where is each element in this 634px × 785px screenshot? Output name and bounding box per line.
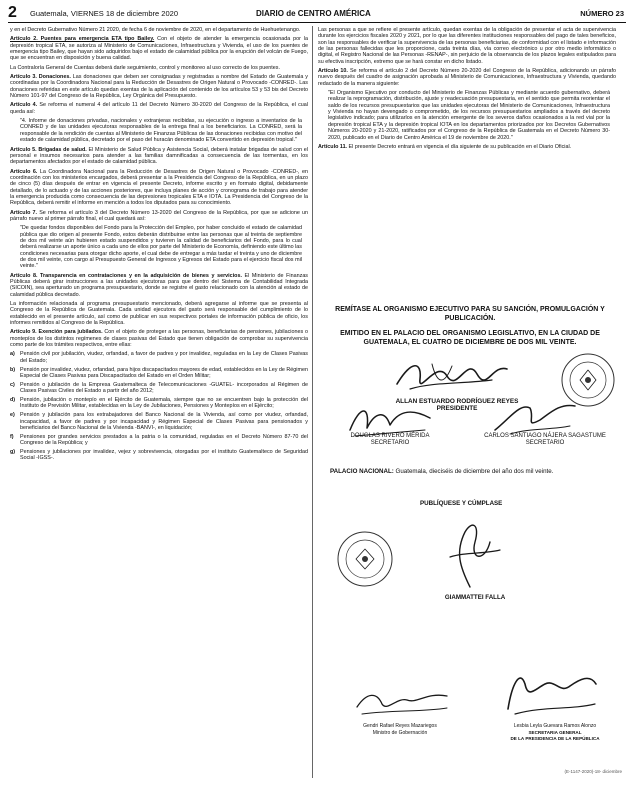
- article-body: El Ministerio de Finanzas Públicas deberá girar instrucciones a las unidades ejecutoras para que dentro del Sistema de Contabilidad Integrada (SICOIN), sea aperturado un programa presupuestario, donde se registre el gasto relacionado con la atención al estado de calamidad pública decretado.: [10, 272, 308, 298]
- minister-name: Gendri Rafael Reyes Mazariegos: [363, 723, 437, 729]
- list-item: [10, 382, 308, 395]
- article-body: El presente Decreto entrará en vigencia el día siguiente de su publicación en el Diario Oficial.: [347, 143, 572, 150]
- article-body: Las donaciones que deben ser consignadas y registradas a nombre del Estado de Guatemala y coordinadas por la Coordinadora Nacional para la Reducción de Desastres de Origen Natural o Provocado -CONRED-. Las donaciones referidas en este artículo quedan exentas de la aplicación del contenido de los artículos 53 y 53 bis del Decreto Número 101-97 del Congreso de la República, Ley Orgánica del Presupuesto.: [10, 74, 308, 100]
- article-body: La Coordinadora Nacional para la Reducción de Desastres de Origen Natural o Provocado -CONRED-, en coordinación con los ministerios encargados, deberá presentar a la Presidencia del Congreso de la República, en un plazo de cinco (5) días después de entrar en vigencia el presente Decreto, informe escrito y en formato digital, debidamente detallado, de lo actuado y de las acciones posteriores, que incluya planes de acción y cronograma de trabajo para atender la emergencia producida como consecuencia de las depresiones tropicales ETA e IOTA. La Presidencia del Congreso de la República, deberá remitir el informe en mención a todos los diputados para su conocimiento.: [10, 168, 308, 207]
- list-text: Pensiones por grandes servicios prestados a la patria o la comunidad, reguladas en el Decreto Número 87-70 del Congreso de la República; y: [20, 433, 308, 447]
- article-6: [10, 169, 308, 207]
- paragraph: y en el Decreto Gubernativo Número 21 2020, de fecha 6 de noviembre de 2020, en el departamento de Huehuetenango.: [10, 27, 301, 33]
- article-5: [10, 147, 308, 166]
- list-letter: e): [10, 412, 15, 419]
- secgen-title-1: SECRETARIA GENERAL: [528, 730, 582, 735]
- article-11: [318, 144, 616, 150]
- president-signature: [392, 354, 512, 394]
- article-3: [10, 74, 308, 99]
- list-text: Pensión, jubilación o montepío en el Ejército de Guatemala, siempre que no se encuentren bajo la protección del Instituto de Previsión Militar, establecidas en la Ley de Jubilaciones, Pensiones y Montepíos en el Ejército;: [20, 397, 308, 410]
- article-heading: Artículo 6.: [10, 168, 38, 175]
- article-heading: Artículo 9. Exención para jubilados.: [10, 329, 103, 336]
- newspaper-title: DIARIO de CENTRO AMÉRICA: [256, 9, 371, 18]
- article-heading: Artículo 10.: [318, 68, 348, 75]
- article-body: Se reforma el artículo 2 del Decreto Número 20-2020 del Congreso de la República, adicionando un párrafo nuevo después del cuadro de asignación aprobada al Ministerio de Comunicaciones, Infraestructura y Vivienda, quedando redactado de la manera siguiente:: [318, 68, 616, 87]
- article-10: [318, 68, 616, 87]
- column-divider: [312, 26, 313, 778]
- paragraph: La Contraloría General de Cuentas deberá darle seguimiento, control y monitoreo al uso correcto de los puentes.: [10, 64, 280, 71]
- quote: "De quedar fondos disponibles del Fondo para la Protección del Empleo, por haber concluido el estado de calamidad pública que dio origen al presente Fondo, estos deberán distribuirse entre las personas que al treinta de septiembre de dos mil veinte aún hubieren estado suspendidos y tuvieren la calidad de beneficiarios del Fondo, para lo cual deberá realizarse un aporte único a cada uno de ellos por parte del Ministerio de Economía, definiendo este último las condiciones necesarias para otorgar dicho aporte, el cual debe de entregar a más tardar el treinta y uno de diciembre de dos mil veinte, con cargo al Presupuesto General de Ingresos y Egresos del Estado para el ejercicio fiscal dos mil veinte.": [20, 225, 302, 270]
- article-body: El Ministerio de Salud Pública y Asistencia Social, deberá instalar brigadas de salud con el personal e insumos necesarios para atender a las familias damnificadas a consecuencia de las tormentas, en los departamentos afectados por el estado de calamidad pública.: [10, 146, 308, 166]
- article-heading: Artículo 4.: [10, 102, 38, 109]
- secgen-title-2: DE LA PRESIDENCIA DE LA REPÚBLICA: [510, 736, 600, 741]
- article-heading: Artículo 5. Brigadas de salud.: [10, 146, 87, 153]
- page-number: 2: [8, 4, 17, 21]
- article-7: [10, 210, 308, 223]
- list-item: [10, 434, 308, 447]
- president-title: PRESIDENTE: [436, 405, 478, 412]
- article-body: Se reforma el artículo 3 del Decreto Número 13-2020 del Congreso de la República, por que se adicione un párrafo nuevo al primer párrafo final, el cual quedará así:: [10, 209, 308, 222]
- right-column: [318, 27, 616, 382]
- palacio-label: PALACIO NACIONAL:: [330, 468, 394, 475]
- list-letter: a): [10, 351, 15, 358]
- header-date: Guatemala, VIERNES 18 de diciembre 2020: [30, 9, 178, 18]
- article-heading: Artículo 8. Transparencia en contrataciones y en la adquisición de bienes y servicios.: [10, 272, 242, 279]
- secretary2-title: SECRETARIO: [525, 440, 565, 446]
- article-2: [10, 36, 308, 61]
- secretary2-signature: [490, 398, 580, 438]
- list-text: Pensión y jubilación para los extrabajadores del Banco Nacional de la Vivienda, así como por viudez, orfandad, incapacidad, a favor de padres y por incapacidad y Régimen Especial de Clases Pasivas para pensionados y beneficiarios del Banco Nacional de la Vivienda -BANVI-, en liquidación;: [20, 412, 308, 431]
- list-text: Pensión o jubilación de la Empresa Guatemalteca de Telecomunicaciones -GUATEL- incorporados al Régimen de Clases Pasivas Civiles del Estado a partir del año 2012;: [20, 381, 308, 395]
- list-letter: g): [10, 448, 16, 455]
- article-body: Con el objeto de atender la emergencia ocasionada por la depresión tropical ETA, se autoriza al Ministerio de Comunicaciones, Infraestructura y Vivienda, el uso de los puentes de emergencia tipo Bailey, que hayan sido adquiridos bajo el estado de calamidad pública por la erupción del volcán de Fuego, que se encuentran en disposición y buena calidad.: [10, 36, 308, 62]
- president-name: ALLAN ESTUARDO RODRÍGUEZ REYES: [395, 398, 519, 405]
- paragraph: Las personas a que se refiere el presente artículo, quedan exentas de la obligación de presentar el acta de supervivencia durante los ejercicios fiscales 2020 y 2021, por lo que las diferentes instituciones responsables del pago de tales beneficios, son las responsables de verificar la supervivencia de las personas beneficiarias, de conformidad con el listado e información de las personas fallecidas que les proporcione, cada treinta días, vía correo electrónico u por otro medio informático o digital, el Registro Nacional de las Personas -RENAP-, sin perjuicio de la observancia de los plazos legales estipulados para su efectiva inscripción, extremo que se hará constar en dicho listado.: [318, 27, 616, 65]
- list-item: [10, 367, 308, 380]
- article-8: [10, 273, 308, 298]
- list-letter: b): [10, 366, 16, 373]
- president-exec-signature: [430, 512, 510, 592]
- article-heading: Artículo 11.: [318, 143, 348, 150]
- secgen-signature: [500, 664, 600, 720]
- remitase-text: REMÍTASE AL ORGANISMO EJECUTIVO PARA SU SANCIÓN, PROMULGACIÓN Y PUBLICACIÓN.: [335, 306, 605, 322]
- emitido-text: EMITIDO EN EL PALACIO DEL ORGANISMO LEGISLATIVO, EN LA CIUDAD DE GUATEMALA, EL CUATRO DE DICIEMBRE DE DOS MIL VEINTE.: [340, 330, 600, 346]
- list-item: [10, 412, 308, 431]
- publiquese-text: PUBLÍQUESE Y CÚMPLASE: [420, 500, 503, 507]
- article-heading: Artículo 7.: [10, 209, 38, 216]
- quote: "4. Informe de donaciones privadas, nacionales y extranjeras recibidas, su ejecución o ingreso a inventarios de la CONRED y de las unidades ejecutoras responsables de la entrega final a los beneficiarios. La CONRED, será la responsable de la rendición de cuentas al Ministerio de Finanzas Públicas de las donaciones recibidas con motivo del estado de calamidad pública, decretado por el paso del huracán denominado ETA convertido en depresión tropical.": [20, 118, 302, 144]
- issue-number: NÚMERO 23: [580, 9, 624, 18]
- footer-code: (E-1147-2020)-18- diciembre: [564, 769, 622, 774]
- palacio-body: Guatemala, dieciséis de diciembre del año dos mil veinte.: [393, 468, 554, 475]
- secretary1-name: DOUGLAS RIVERO MÉRIDA: [350, 433, 430, 439]
- left-column: [10, 27, 308, 777]
- article-4: [10, 102, 308, 115]
- article-heading: Artículo 3. Donaciones.: [10, 74, 71, 81]
- list-text: Pensión civil por jubilación, viudez, orfandad, a favor de padres y por invalidez, reguladas en la Ley de Clases Pasivas del Estado;: [20, 351, 308, 364]
- president-exec-name: GIAMMATTEI FALLA: [444, 594, 506, 601]
- header-rule: [8, 22, 626, 23]
- article-body: Se reforma el numeral 4 del artículo 11 del Decreto Número 30-2020 del Congreso de la República, el cual queda así:: [10, 102, 308, 115]
- secretary1-title: SECRETARIO: [370, 440, 410, 446]
- quote: "El Organismo Ejecutivo por conducto del Ministerio de Finanzas Públicas y mediante acuerdo gubernativo, deberá realizar la reprogramación, distribución, ajuste y readecuación presupuestaria, en el sentido que permita reorientar el saldo de los recursos presupuestarios que las unidades ejecutoras del Ministerio de Comunicaciones, Infraestructura y Vivienda no hayan devengado o comprometido, de los recursos presupuestarios ampliados a través del decreto legislativo indicado; para utilizarlos en la atención emergente de los severos daños ocasionados a la red vial por la depresión tropical ETA y la depresión tropical IOTA en los departamentos priorizados por los Decretos Gubernativos Números 20-2020 y 21-2020, ratificados por el Congreso de la República de Guatemala en el Decreto Número 30-2020, publicado en el Diario de Centro América el 19 de noviembre de 2020.": [328, 90, 610, 141]
- list-letter: c): [10, 381, 15, 388]
- secretary2-name: CARLOS SANTIAGO NÁJERA SAGASTUME: [484, 433, 606, 439]
- minister-signature: [352, 682, 452, 722]
- secgen-name: Lesbia Leyla Guevara Ramos Alonzo: [513, 723, 597, 729]
- article-9: [10, 329, 308, 348]
- article-body: Con el objeto de proteger a las personas, beneficiarias de pensiones, jubilaciones o montepíos de los distintos regímenes de clases pasivas del Estado que tienen obligación de comprobar su supervivencia como parte de los trámites respectivos, entre ellas:: [10, 329, 308, 349]
- minister-title: Ministro de Gobernación: [372, 730, 428, 736]
- list-item: [10, 351, 308, 364]
- list-letter: f): [10, 433, 14, 440]
- paragraph: La información relacionada al programa presupuestario mencionado, deberá agregarse al informe que se presenta al Congreso de la República de Guatemala. Cada unidad ejecutora del gasto será responsable del cumplimiento de lo establecido en el presente artículo, así como de publicar en sus respectivos portales de información pública de oficio, los informes remitidos al Congreso de la República.: [10, 301, 308, 327]
- article-heading: Artículo 2. Puentes para emergencia ETA tipo Bailey.: [10, 36, 155, 43]
- list-text: Pensiones y jubilaciones por invalidez, vejez y sobrevivencia, otorgadas por el instituto Guatemalteco de Seguridad Social -IGSS-.: [20, 448, 308, 462]
- palacio-nacional-text: [330, 468, 610, 476]
- list-text: Pensión por invalidez, viudez, orfandad, para hijos discapacitados mayores de edad, establecidos en la Ley de Régimen Especial de Clases Pasivas para Discapacitados del Estado en el Orden Militar;: [20, 366, 308, 379]
- list-item: [10, 397, 308, 410]
- list-letter: d): [10, 397, 16, 404]
- list-item: [10, 449, 308, 462]
- presidency-seal: [336, 530, 394, 588]
